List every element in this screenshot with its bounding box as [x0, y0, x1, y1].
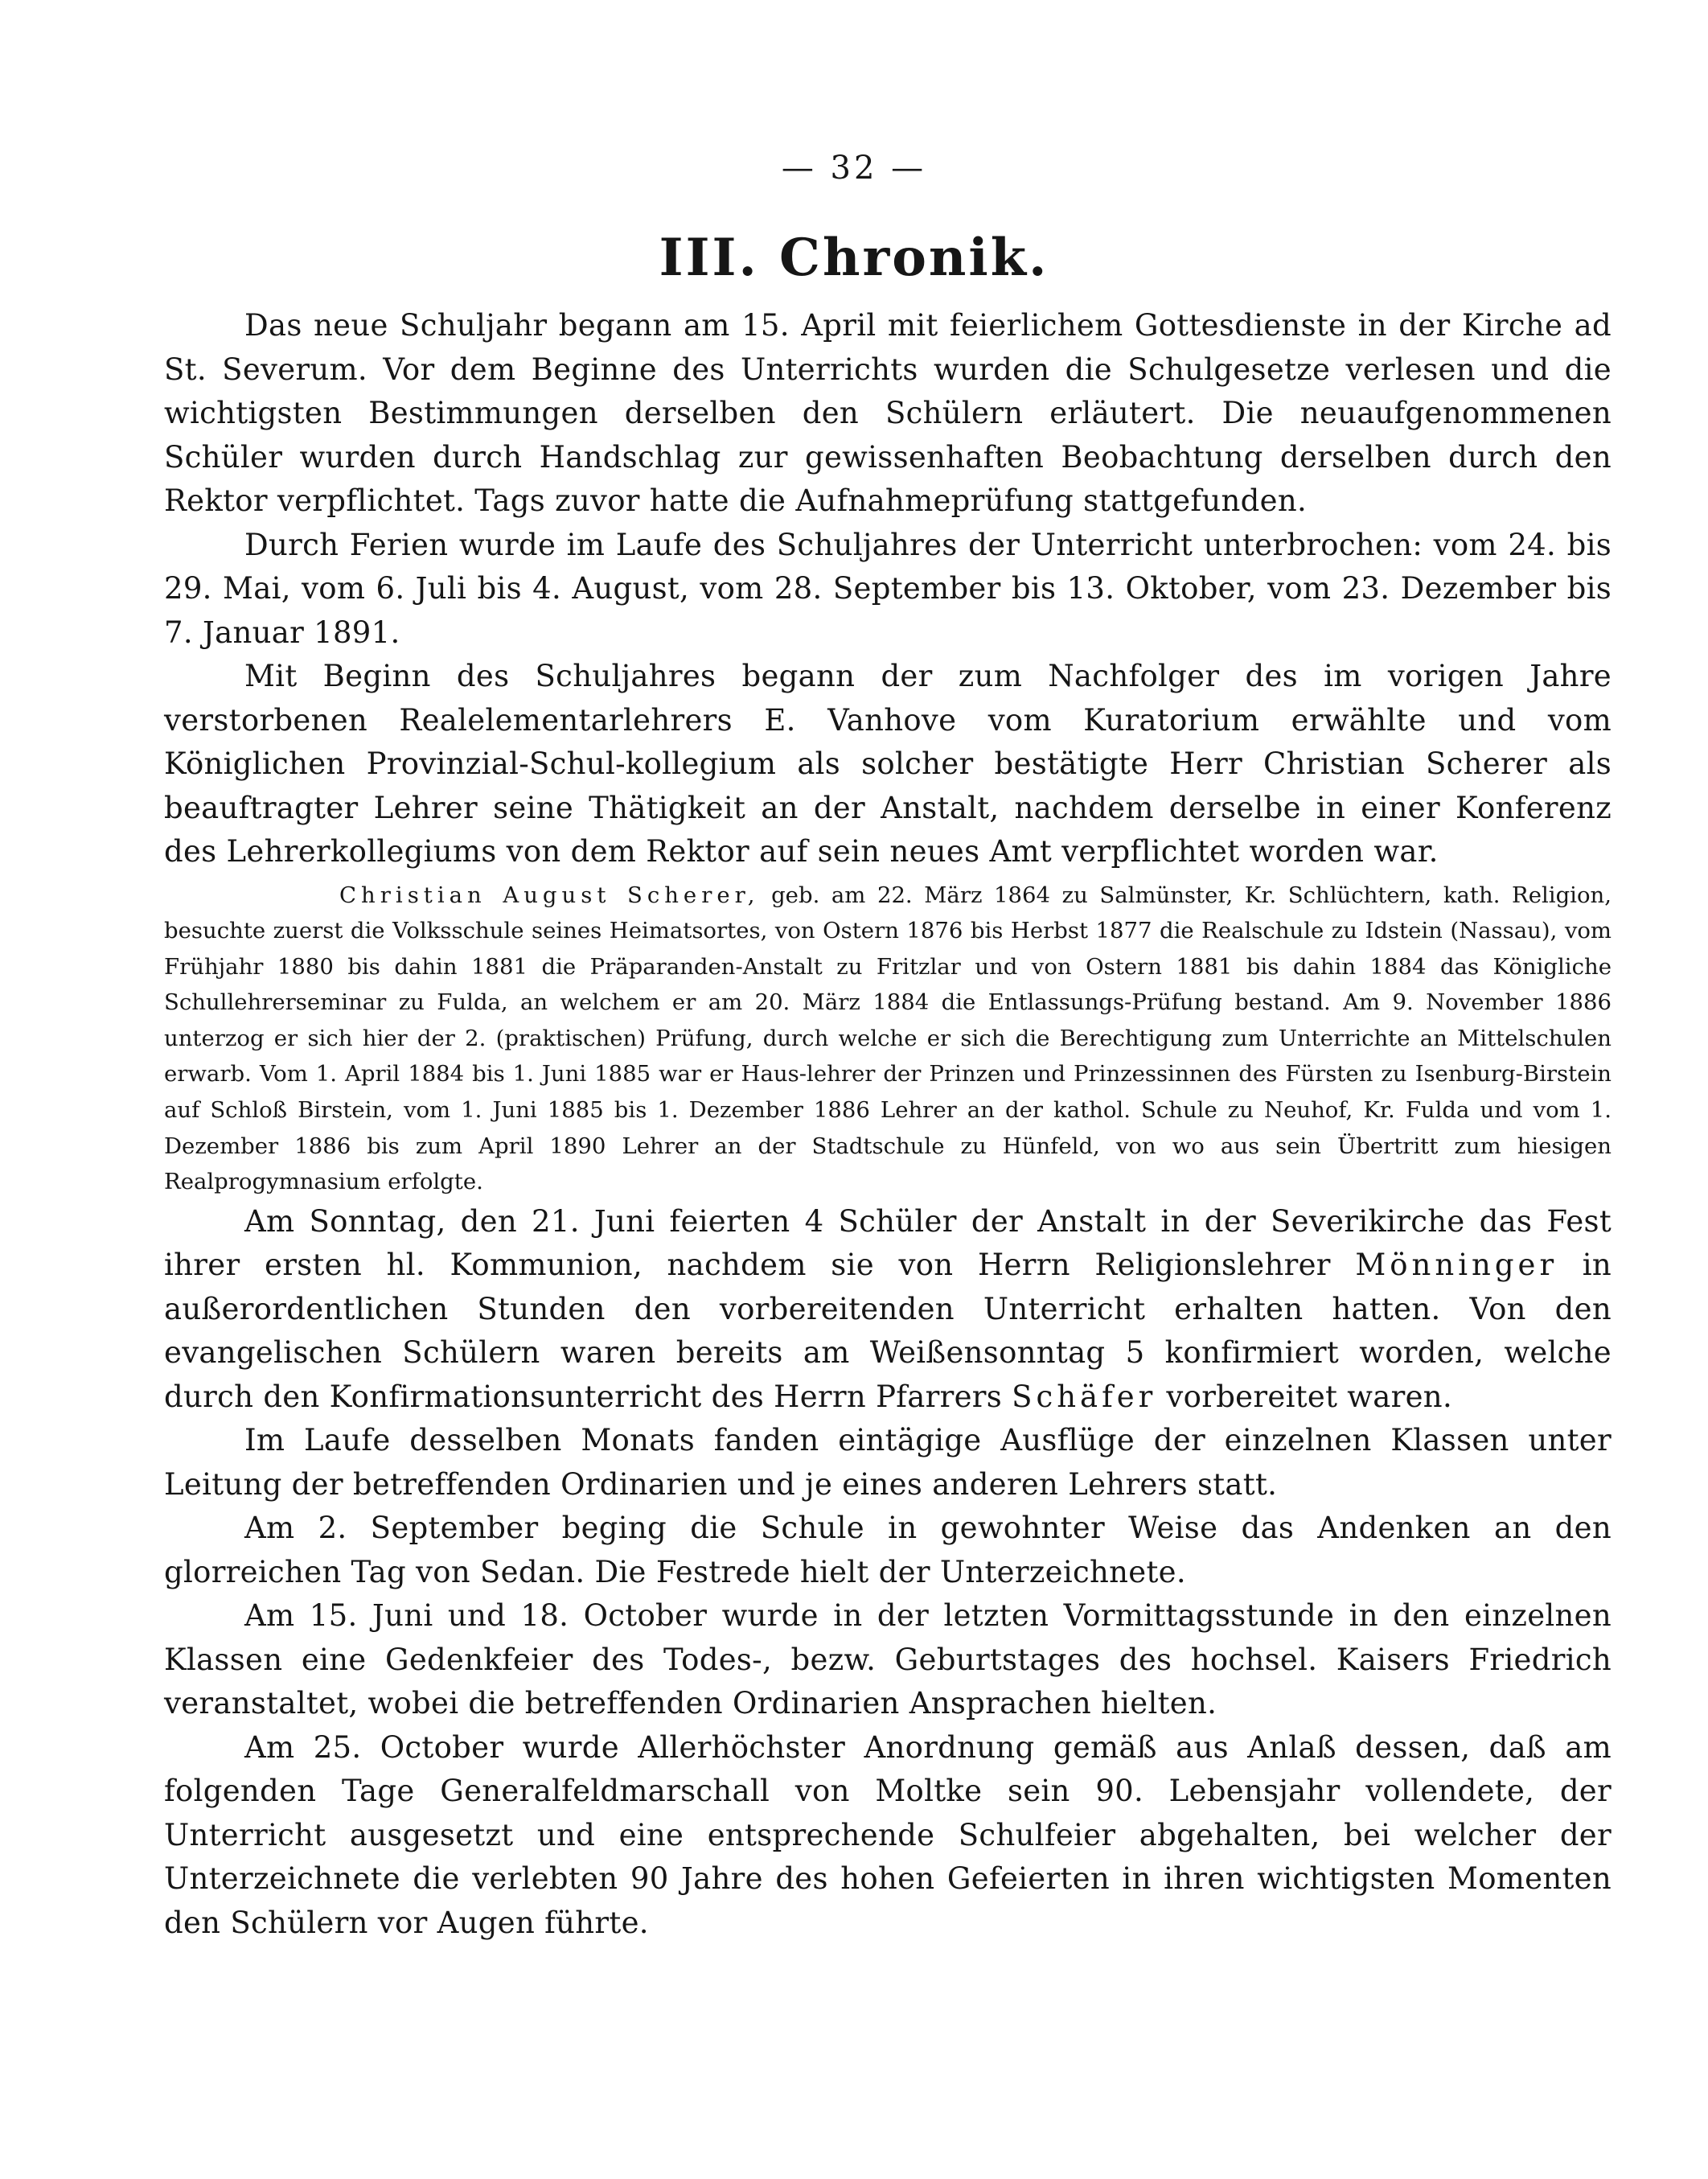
paragraph-sedan-day: Am 2. September beging die Schule in gewohnter Weise das Andenken an den glorreichen Tag von Sedan. Die Festrede hielt der Unterzeichnete. — [164, 1511, 1612, 1589]
paragraph-kaiser-friedrich: Am 15. Juni und 18. October wurde in der letzten Vormittagsstunde in den einzelnen Klassen eine Gedenkfeier des Todes-, bezw. Geburtstages des hochsel. Kaisers Friedrich veranstaltet, wobei die betreffenden Ordinarien Ansprachen hielten. — [164, 1598, 1612, 1721]
body-text — [164, 304, 1612, 1945]
communion-pastor-name: Schäfer — [1012, 1379, 1157, 1414]
page-number: — 32 — — [781, 150, 927, 187]
communion-text-2: in außerordentlichen Stunden den vorbereitenden Unterricht erhalten hatten. Von den evangelischen Schülern waren bereits am Weißensonntag 5 konfirmiert worden, welche durch den Konfirmationsunterricht des Herrn Pfarrers — [164, 1248, 1612, 1414]
biography-note — [164, 878, 1612, 1200]
communion-teacher-name: Mönninger — [1355, 1248, 1558, 1283]
paragraph-holidays: Durch Ferien wurde im Laufe des Schuljahres der Unterricht unterbrochen: vom 24. bis 29. Mai, vom 6. Juli bis 4. August, vom 28. September bis 13. Oktober, vom 23. Dezember bis 7. Januar 1891. — [164, 527, 1612, 650]
paragraph-moltke: Am 25. October wurde Allerhöchster Anordnung gemäß aus Anlaß dessen, daß am folgenden Tage Generalfeldmarschall von Moltke sein 90. Lebensjahr vollendete, der Unterricht ausgesetzt und eine entsprechende Schulfeier abgehalten, bei welcher der Unterzeichnete die verlebten 90 Jahre des hohen Gefeierten in ihren wichtigsten Momenten den Schülern vor Augen führte. — [164, 1729, 1612, 1940]
communion-text-3: vorbereitet waren. — [1156, 1379, 1452, 1414]
paragraph-new-teacher: Mit Beginn des Schuljahres begann der zum Nachfolger des im vorigen Jahre verstorbenen Realelementarlehrers E. Vanhove vom Kuratorium erwählte und vom Königlichen Provinzial-Schul-kollegium als solcher bestätigte Herr Christian Scherer als beauftragter Lehrer seine Thätigkeit an der Anstalt, nachdem derselbe in einer Konferenz des Lehrerkollegiums von dem Rektor auf sein neues Amt verpflichtet worden war. — [164, 659, 1612, 869]
biography-name: Christian August Scherer, — [339, 882, 760, 908]
paragraph-school-year-start: Das neue Schuljahr begann am 15. April mit feierlichem Gottesdienste in der Kirche ad St. Severum. Vor dem Beginne des Unterrichts wurden die Schulgesetze verlesen und die wichtigsten Bestimmungen derselben den Schülern erläutert. Die neuaufgenommenen Schüler wurden durch Handschlag zur gewissenhaften Beobachtung derselben durch den Rektor verpflichtet. Tags zuvor hatte die Aufnahmeprüfung stattgefunden. — [164, 308, 1612, 518]
paragraph-excursions: Im Laufe desselben Monats fanden eintägige Ausflüge der einzelnen Klassen unter Leitung der betreffenden Ordinarien und je eines anderen Lehrers statt. — [164, 1423, 1612, 1502]
paragraph-communion — [164, 1200, 1612, 1420]
biography-text: geb. am 22. März 1864 zu Salmünster, Kr. Schlüchtern, kath. Religion, besuchte zuerst die Volksschule seines Heimatsortes, von Ostern 1876 bis Herbst 1877 die Realschule zu Idstein (Nassau), vom Frühjahr 1880 bis dahin 1881 die Präparanden-Anstalt zu Fritzlar und von Ostern 1881 bis dahin 1884 das Königliche Schullehrerseminar zu Fulda, an welchem er am 20. März 1884 die Entlassungs-Prüfung bestand. Am 9. November 1886 unterzog er sich hier der 2. (praktischen) Prüfung, durch welche er sich die Berechtigung zum Unterrichte an Mittelschulen erwarb. Vom 1. April 1884 bis 1. Juni 1885 war er Haus-lehrer der Prinzen und Prinzessinnen des Fürsten zu Isenburg-Birstein auf Schloß Birstein, vom 1. Juni 1885 bis 1. Dezember 1886 Lehrer an der kathol. Schule zu Neuhof, Kr. Fulda und vom 1. Dezember 1886 bis zum April 1890 Lehrer an der Stadtschule zu Hünfeld, von wo aus sein Übertritt zum hiesigen Realprogymnasium erfolgte. — [164, 882, 1612, 1195]
section-title: III. Chronik. — [659, 228, 1049, 288]
communion-text-1: Am Sonntag, den 21. Juni feierten 4 Schüler der Anstalt in der Severikirche das Fest ihrer ersten hl. Kommunion, nachdem sie von Herrn Religionslehrer — [164, 1203, 1612, 1283]
